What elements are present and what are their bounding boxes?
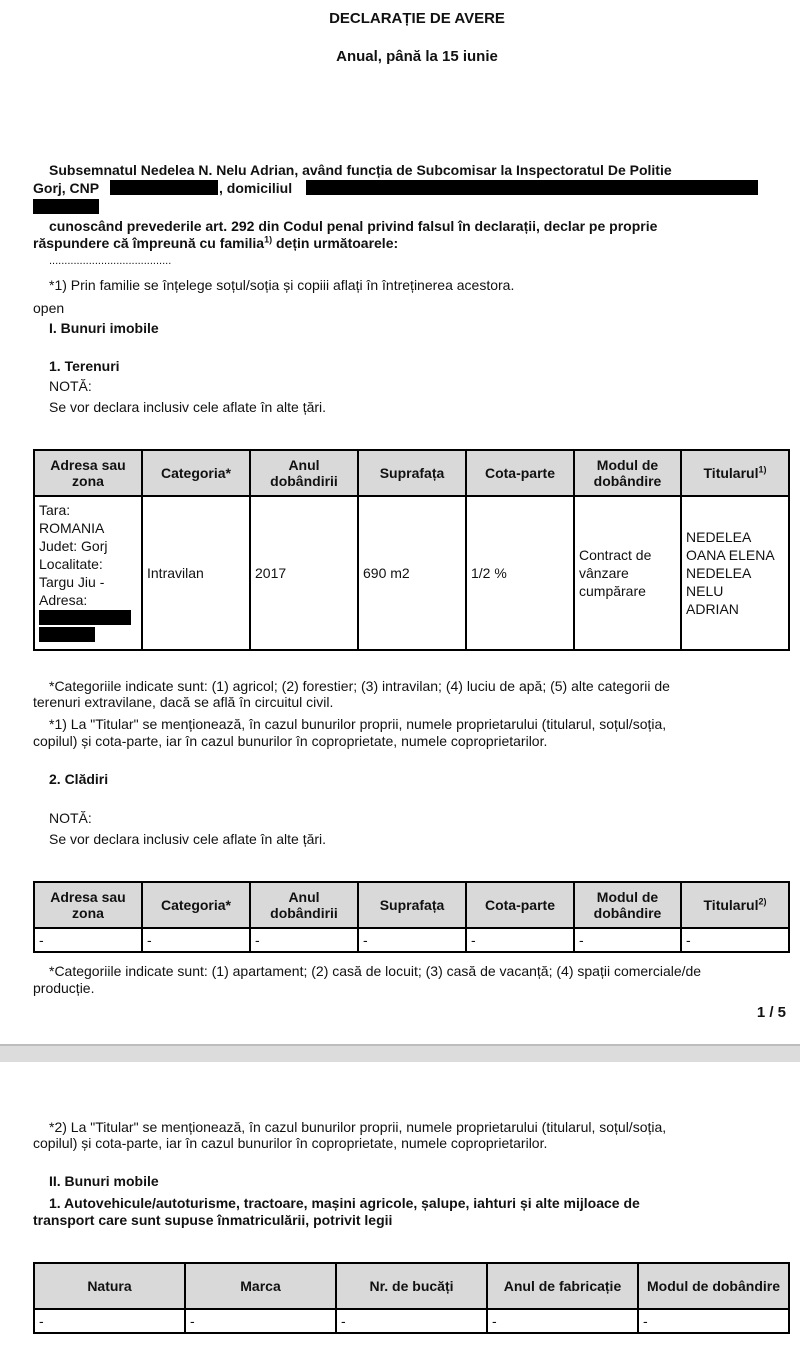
dotted-line: ........................................	[49, 255, 172, 267]
table-row	[34, 496, 789, 650]
titular-line: NEDELEA	[686, 565, 752, 581]
header-nr-bucati: Nr. de bucăți	[336, 1263, 487, 1309]
cell-suprafata: 690 m2	[358, 496, 466, 650]
subsection-terenuri: 1. Terenuri	[49, 358, 120, 374]
subsection-cladiri: 2. Clădiri	[49, 771, 109, 787]
table-row	[34, 928, 789, 952]
intro-gorj-cnp: Gorj, CNP	[33, 180, 100, 196]
header-modul: Modul de dobândire	[574, 450, 681, 496]
cell: -	[34, 928, 142, 952]
cell: -	[358, 928, 466, 952]
land-table	[33, 449, 790, 651]
page-number: 1 / 5	[756, 1004, 786, 1021]
header-modul: Modul de dobândire	[574, 882, 681, 928]
header-categoria: Categoria*	[142, 450, 250, 496]
cell: -	[250, 928, 358, 952]
cell: -	[487, 1309, 638, 1333]
nota-label-2: NOTĂ:	[49, 810, 92, 826]
redacted-address	[306, 180, 758, 195]
cell: -	[336, 1309, 487, 1333]
titular-line: ADRIAN	[686, 601, 739, 617]
vehicle-table-header	[34, 1263, 789, 1309]
land-tit-note-2: copilul) și cota-parte, iar în cazul bunurilor în coproprietate, numele coproprietarilor.	[33, 733, 548, 749]
header-titular-sup: 1)	[758, 464, 767, 475]
section-bunuri-mobile: II. Bunuri mobile	[49, 1173, 159, 1189]
modul-line: Contract de	[579, 547, 652, 563]
addr-line: Tara:	[39, 502, 71, 518]
header-titular	[681, 450, 789, 496]
intro-line4-end: dețin următoarele:	[272, 235, 399, 251]
addr-line: Adresa:	[39, 592, 88, 608]
vehicle-table	[33, 1262, 790, 1334]
header-cota: Cota-parte	[466, 450, 574, 496]
header-suprafata: Suprafața	[358, 882, 466, 928]
building-cat-note-2: producție.	[33, 980, 95, 996]
subsection-autovehicule-2: transport care sunt supuse înmatriculării, potrivit legii	[33, 1212, 393, 1228]
land-cat-note-2: terenuri extravilane, dacă se află în circuitul civil.	[33, 694, 334, 710]
addr-line: ROMANIA	[39, 520, 105, 536]
redacted-land-address	[39, 610, 131, 625]
header-natura: Natura	[34, 1263, 185, 1309]
intro-domiciliul: , domiciliul	[219, 180, 293, 196]
cell-modul	[574, 496, 681, 650]
cell: -	[466, 928, 574, 952]
header-titular-sup: 2)	[758, 896, 767, 907]
cell: -	[185, 1309, 336, 1333]
page2-tit-note-2: copilul) și cota-parte, iar în cazul bunurilor în coproprietate, numele coproprietarilor.	[33, 1135, 548, 1151]
intro-line4	[33, 235, 773, 251]
nota-text-2: Se vor declara inclusiv cele aflate în alte țări.	[49, 831, 327, 847]
page-subtitle: Anual, până la 15 iunie	[336, 48, 498, 65]
cell-anul: 2017	[250, 496, 358, 650]
header-cota: Cota-parte	[466, 882, 574, 928]
header-anul: Anul dobândirii	[250, 450, 358, 496]
building-table-header	[34, 882, 789, 928]
modul-line: cumpărare	[579, 583, 646, 599]
nota-text: Se vor declara inclusiv cele aflate în alte țări.	[49, 399, 327, 415]
cell-adresa	[34, 496, 142, 650]
header-anul-fabricatie: Anul de fabricație	[487, 1263, 638, 1309]
open-label: open	[33, 300, 65, 316]
land-tit-note-1: *1) La "Titular" se menționează, în cazul bunurilor proprii, numele proprietarului (titularul, soțul/soția,	[49, 716, 667, 732]
header-modul: Modul de dobândire	[638, 1263, 789, 1309]
cell: -	[574, 928, 681, 952]
cell: -	[142, 928, 250, 952]
subsection-autovehicule-1: 1. Autovehicule/autoturisme, tractoare, mașini agricole, șalupe, iahturi și alte mijloace de	[49, 1195, 640, 1211]
header-marca: Marca	[185, 1263, 336, 1309]
header-categoria: Categoria*	[142, 882, 250, 928]
cell-titular	[681, 496, 789, 650]
titular-line: NEDELEA	[686, 529, 752, 545]
header-titular-text: Titularul	[703, 465, 759, 481]
cell-cota: 1/2 %	[466, 496, 574, 650]
header-titular	[681, 882, 789, 928]
page-break	[0, 1046, 800, 1062]
cell: -	[638, 1309, 789, 1333]
page-title: DECLARAȚIE DE AVERE	[329, 10, 505, 27]
section-bunuri-imobile: I. Bunuri imobile	[49, 320, 159, 336]
building-cat-note-1: *Categoriile indicate sunt: (1) apartament; (2) casă de locuit; (3) casă de vacanță; (4) spații comerciale/de	[49, 963, 702, 979]
modul-line: vânzare	[579, 565, 629, 581]
header-adresa: Adresa sau zona	[34, 450, 142, 496]
redacted-cnp	[110, 180, 218, 195]
header-adresa: Adresa sau zona	[34, 882, 142, 928]
addr-line: Targu Jiu -	[39, 574, 105, 590]
header-anul: Anul dobândirii	[250, 882, 358, 928]
titular-line: OANA ELENA	[686, 547, 775, 563]
land-cat-note-1: *Categoriile indicate sunt: (1) agricol; (2) forestier; (3) intravilan; (4) luciu de apă; (5) alte categorii de	[49, 678, 670, 694]
cell: -	[681, 928, 789, 952]
addr-line: Localitate:	[39, 556, 103, 572]
table-row	[34, 1309, 789, 1333]
redacted-land-address-cont	[39, 627, 95, 642]
intro-line3: cunoscând prevederile art. 292 din Codul penal privind falsul în declarații, declar pe proprie	[49, 218, 658, 234]
intro-line4-text: răspundere că împreună cu familia	[33, 235, 265, 251]
intro-line1: Subsemnatul Nedelea N. Nelu Adrian, având funcția de Subcomisar la Inspectoratul De Politie	[49, 162, 672, 178]
land-table-header	[34, 450, 789, 496]
building-table	[33, 881, 790, 953]
footnote-family: *1) Prin familie se înțelege soțul/soția și copiii aflați în întreținerea acestora.	[49, 277, 515, 293]
header-suprafata: Suprafața	[358, 450, 466, 496]
nota-label: NOTĂ:	[49, 378, 92, 394]
redacted-address-cont	[33, 199, 99, 214]
cell: -	[34, 1309, 185, 1333]
titular-line: NELU	[686, 583, 724, 599]
cell-categoria: Intravilan	[142, 496, 250, 650]
addr-line: Judet: Gorj	[39, 538, 108, 554]
header-titular-text: Titularul	[703, 897, 759, 913]
page2-tit-note-1: *2) La "Titular" se menționează, în cazul bunurilor proprii, numele proprietarului (titularul, soțul/soția,	[49, 1119, 667, 1135]
intro-line4-sup: 1)	[264, 234, 273, 245]
